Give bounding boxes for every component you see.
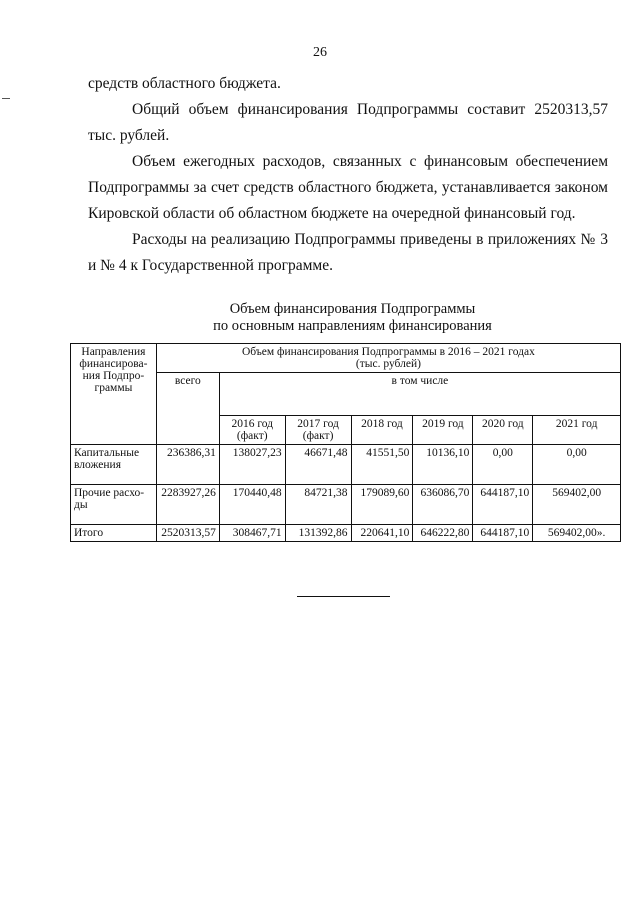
margin-mark [2,98,10,99]
row-value: 569402,00». [533,525,621,542]
row-value: 131392,86 [285,525,351,542]
row-value: 220641,10 [351,525,413,542]
header-including: в том числе [219,373,620,416]
header-year: 2017 год (факт) [285,416,351,445]
header-year: 2021 год [533,416,621,445]
header-total: всего [156,373,219,445]
header-units: (тыс. рублей) [355,358,421,370]
row-value: 138027,23 [219,445,285,485]
row-value: 0,00 [533,445,621,485]
body-text [88,71,608,279]
table-row [71,525,621,542]
table-title [0,301,640,335]
row-value: 569402,00 [533,485,621,525]
row-total: 2283927,26 [156,485,219,525]
paragraph-appendices: Расходы на реализацию Подпрограммы приведены в приложениях № 3 и № 4 к Государственной программе. [88,231,608,274]
header-year: 2018 год [351,416,413,445]
row-value: 636086,70 [413,485,473,525]
header-volume [156,344,620,373]
row-value: 10136,10 [413,445,473,485]
header-year: 2016 год (факт) [219,416,285,445]
row-total: 236386,31 [156,445,219,485]
row-value: 644187,10 [473,525,533,542]
row-name: Капитальные вложения [71,445,157,485]
row-value: 644187,10 [473,485,533,525]
header-volume-title: Объем финансирования Подпрограммы в 2016 – 2021 годах [241,346,535,358]
header-year: 2020 год [473,416,533,445]
paragraph-continuation: средств областного бюджета. [88,75,281,92]
row-value: 0,00 [473,445,533,485]
row-name: Итого [71,525,157,542]
row-value: 84721,38 [285,485,351,525]
paragraph-total-financing: Общий объем финансирования Подпрограммы составит 2520313,57 тыс. рублей. [88,101,608,144]
page-number: 26 [313,45,327,60]
paragraph-annual-expenses: Объем ежегодных расходов, связанных с финансовым обеспечением Подпрограммы за счет средств областного бюджета, устанавливается законом Кировской области об областном бюджете на очередной финансовый год. [88,153,608,222]
header-year: 2019 год [413,416,473,445]
financing-table [70,343,621,542]
row-value: 646222,80 [413,525,473,542]
table-row [71,445,621,485]
end-rule [297,596,390,597]
row-value: 179089,60 [351,485,413,525]
row-value: 308467,71 [219,525,285,542]
header-directions: Направления финансирова-ния Подпро-граммы [71,344,157,445]
table-title-line2: по основным направлениям финансирования [213,318,492,334]
table-title-line1: Объем финансирования Подпрограммы [229,301,476,317]
row-total: 2520313,57 [156,525,219,542]
row-value: 41551,50 [351,445,413,485]
row-name: Прочие расхо-ды [71,485,157,525]
row-value: 46671,48 [285,445,351,485]
table-row [71,485,621,525]
row-value: 170440,48 [219,485,285,525]
